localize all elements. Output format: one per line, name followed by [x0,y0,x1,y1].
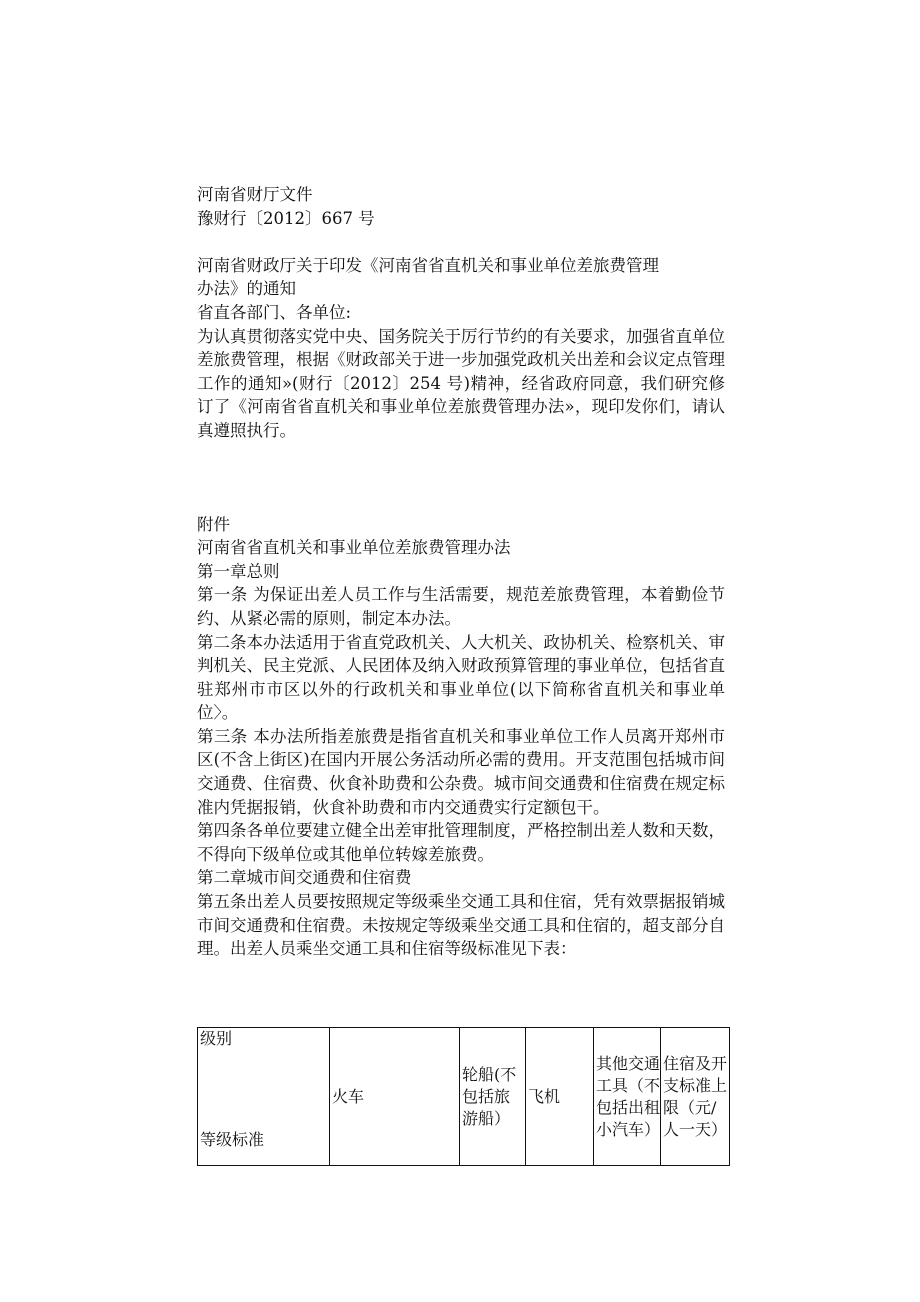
document-number: 豫财行〔2012〕667 号 [197,208,375,228]
notice-body: 为认真贯彻落实党中央、国务院关于厉行节约的有关要求，加强省直单位差旅费管理，根据《财政部关于进一步加强党政机关出差和会议定点管理工作的通知»(财行〔2012〕254 号)精神，经省政府同意，我们研究修订了《河南省省直机关和事业单位差旅费管理办法»，现印发你们，请认真遵照执行。 [197,326,725,440]
header-plane: 飞机 [526,1028,594,1166]
table-header-row [198,1028,730,1166]
notice-title-line-1: 河南省财政厅关于印发《河南省省直机关和事业单位差旅费管理 [197,255,659,275]
attachment-label: 附件 [197,514,230,534]
addressee: 省直各部门、各单位: [197,302,352,322]
travel-standards-table [197,1027,730,1166]
attachment-title: 河南省省直机关和事业单位差旅费管理办法 [197,538,511,558]
header-ship: 轮船(不包括旅游船） [460,1028,526,1166]
level-header-cell [198,1028,330,1166]
article-2: 第二条本办法适用于省直党政机关、人大机关、政协机关、检察机关、审判机关、民主党派、人民团体及纳入财政预算管理的事业单位，包括省直驻郑州市市区以外的行政机关和事业单位(以下简称省直机关和事业单位〉。 [197,632,725,723]
spacer [197,443,725,513]
document-page [197,183,725,961]
chapter-2-heading: 第二章城市间交通费和住宿费 [197,868,412,888]
spacer [197,230,725,254]
notice-title-line-2: 办法》的通知 [197,279,296,299]
chapter-1-heading: 第一章总则 [197,561,280,581]
article-5: 第五条出差人员要按照规定等级乘坐交通工具和住宿，凭有效票据报销城市间交通费和住宿费。未按规定等级乘坐交通工具和住宿的，超支部分自理。出差人员乘坐交通工具和住宿等级标准见下表： [197,892,725,959]
article-1: 第一条 为保证出差人员工作与生活需要，规范差旅费管理，本着勤俭节约、从紧必需的原则，制定本办法。 [197,585,725,628]
header-lodging-limit: 住宿及开支标准上限（元/人一天） [661,1028,730,1166]
article-4: 第四条各单位要建立健全出差审批管理制度，严格控制出差人数和天数，不得向下级单位或其他单位转嫁差旅费。 [197,821,725,864]
header-other-transport: 其他交通工具（不包括出租小汽车） [594,1028,661,1166]
level-label: 级别 [200,1029,233,1048]
header-train: 火车 [330,1028,460,1166]
grade-standard-label: 等级标准 [200,1130,265,1149]
issuer-heading: 河南省财厅文件 [197,185,313,204]
article-3: 第三条 本办法所指差旅费是指省直机关和事业单位工作人员离开郑州市区(不含上街区)在国内开展公务活动所必需的费用。开支范围包括城市间交通费、住宿费、伙食补助费和公杂费。城市间交通费和住宿费在规定标准内凭据报销，伙食补助费和市内交通费实行定额包干。 [197,726,725,817]
